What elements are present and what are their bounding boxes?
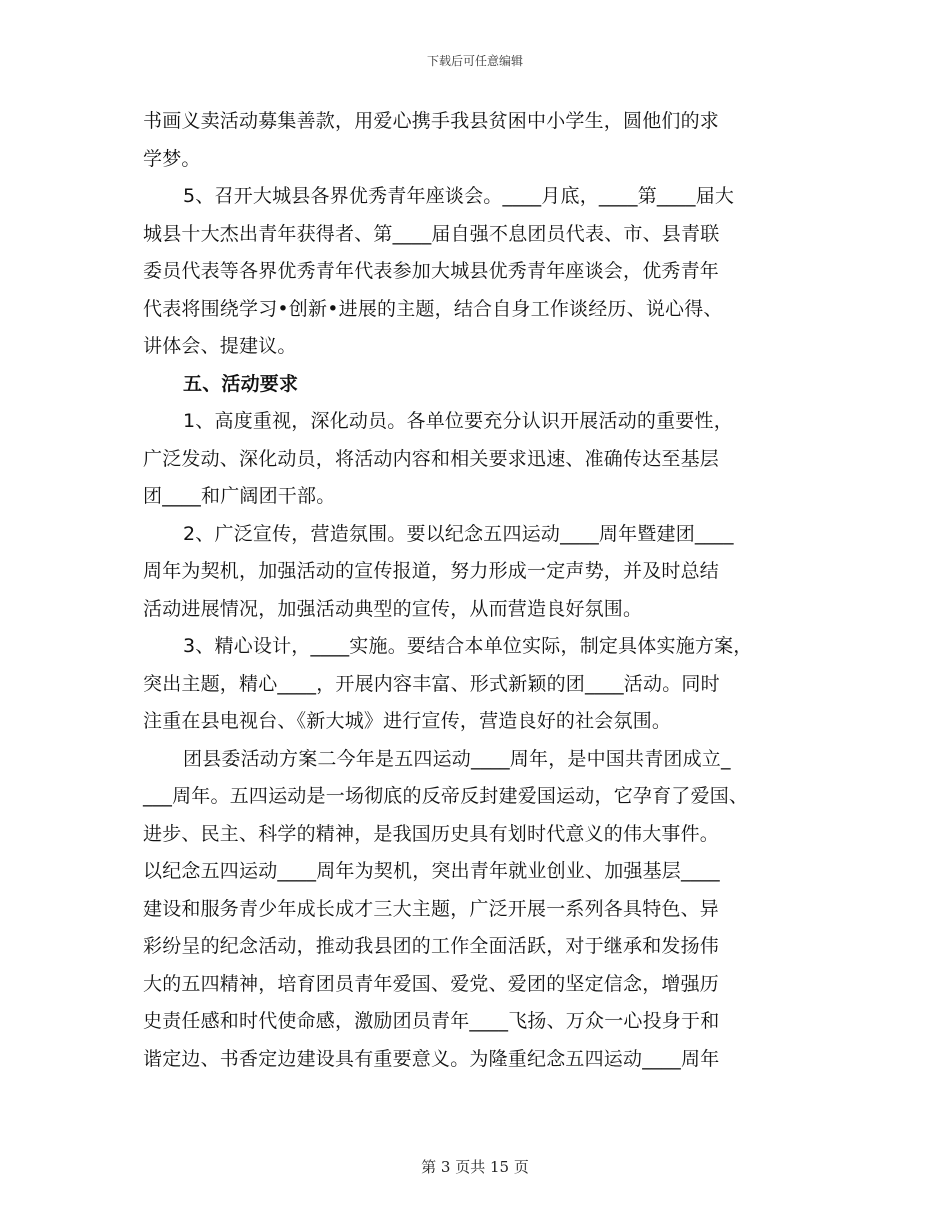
- text-line: 团县委活动方案二今年是五四运动____周年，是中国共青团成立_: [183, 747, 731, 770]
- text-line: 周年为契机，加强活动的宣传报道，努力形成一定声势，并及时总结: [143, 560, 720, 582]
- text-line: 讲体会、提建议。: [143, 335, 297, 357]
- text-line: 进步、民主、科学的精神，是我国历史具有划时代意义的伟大事件。: [143, 822, 720, 845]
- text-line: 城县十大杰出青年获得者、第____届自强不息团员代表、市、县青联: [143, 222, 720, 245]
- text-line: 谐定边、书香定边建设具有重要意义。为隆重纪念五四运动____周年: [143, 1047, 720, 1070]
- text-line: 建设和服务青少年成长成才三大主题，广泛开展一系列各具特色、异: [143, 897, 720, 920]
- text-line: 2、广泛宣传，营造氛围。要以纪念五四运动____周年暨建团____: [183, 522, 734, 545]
- section-heading: 五、活动要求: [183, 372, 299, 395]
- text-line: 委员代表等各界优秀青年代表参加大城县优秀青年座谈会，优秀青年: [143, 260, 720, 282]
- text-line: 彩纷呈的纪念活动，推动我县团的工作全面活跃，对于继承和发扬伟: [143, 935, 720, 957]
- text-line: 1、高度重视，深化动员。各单位要充分认识开展活动的重要性，: [183, 410, 733, 432]
- page-header: 下载后可任意编辑: [426, 54, 523, 68]
- text-line: 注重在县电视台、《新大城》进行宣传，营造良好的社会氛围。: [143, 710, 672, 732]
- text-line: 3、精心设计，____实施。要结合本单位实际，制定具体实施方案，: [183, 635, 753, 657]
- text-line: 学梦。: [143, 147, 201, 170]
- text-line: 广泛发动、深化动员，将活动内容和相关要求迅速、准确传达至基层: [143, 447, 720, 470]
- text-line: 活动进展情况，加强活动典型的宣传，从而营造良好氛围。: [143, 597, 643, 620]
- text-line: 史责任感和时代使命感，激励团员青年____飞扬、万众一心投身于和: [143, 1010, 720, 1032]
- text-line: 以纪念五四运动____周年为契机，突出青年就业创业、加强基层____: [143, 860, 720, 882]
- page-footer: 第 3 页共 15 页: [421, 1158, 529, 1176]
- text-line: 突出主题，精心____，开展内容丰富、形式新颖的团____活动。同时: [143, 672, 720, 695]
- text-line: 代表将围绕学习•创新•进展的主题，结合自身工作谈经历、说心得、: [143, 297, 723, 320]
- text-line: 书画义卖活动募集善款，用爱心携手我县贫困中小学生，圆他们的求: [143, 110, 720, 132]
- text-line: 团____和广阔团干部。: [143, 485, 336, 507]
- text-line: 5、召开大城县各界优秀青年座谈会。____月底，____第____届大: [183, 185, 735, 207]
- text-line: ___周年。五四运动是一场彻底的反帝反封建爱国运动，它孕育了爱国、: [143, 785, 749, 807]
- document-body: [143, 103, 833, 1078]
- text-line: 大的五四精神，培育团员青年爱国、爱党、爱团的坚定信念，增强历: [143, 972, 720, 995]
